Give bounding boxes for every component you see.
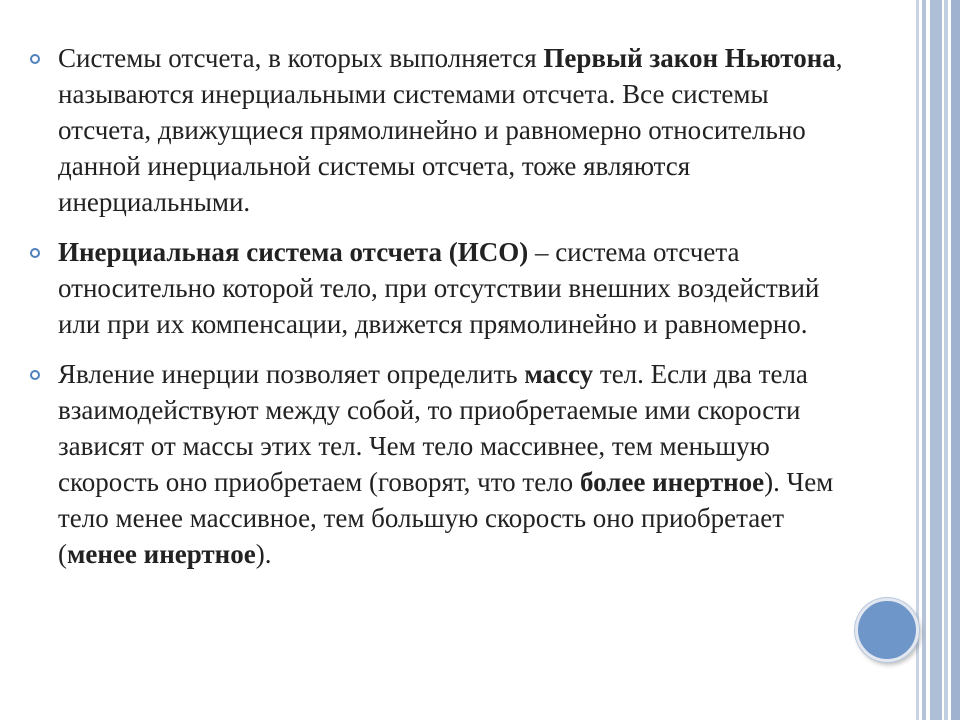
bullet-ring-icon (30, 248, 40, 258)
text-segment: ). Чем тело менее массивное, тем большую скорость оно приобретает ( (58, 467, 834, 569)
text-segment: Явление инерции позволяет определить (58, 359, 525, 389)
bold-text-segment: Инерциальная система отсчета (ИСО) (58, 237, 529, 267)
text-segment: ). (255, 539, 272, 569)
side-bar (951, 0, 960, 720)
bullet-item (30, 234, 860, 342)
text-segment: , называются инерциальными системами отсчета. Все системы отсчета, движущиеся прямолинейно и равномерно относительно данной инерциальной системы отсчета, тоже являются инерциальными. (58, 43, 843, 217)
bullet-ring-icon (30, 54, 40, 64)
bold-text-segment: более инертное (579, 467, 765, 497)
bold-text-segment: менее инертное (67, 539, 256, 569)
text-segment: тел. Если два тела взаимодействуют между собой, то приобретаемые ими скорости зависят от массы этих тел. Чем тело массивнее, тем меньшую скорость оно приобретаем (говорят, что тело (58, 359, 808, 497)
decorative-circle (855, 598, 919, 662)
bullet-ring-icon (30, 370, 40, 380)
text-segment: – система отсчета относительно которой тело, при отсутствии внешних воздействий или при их компенсации, движется прямолинейно и равномерно. (58, 237, 820, 339)
side-bar (930, 0, 942, 720)
side-bar (916, 0, 919, 720)
bold-text-segment: Первый закон Ньютона (543, 43, 836, 73)
side-bar (944, 0, 948, 720)
bold-text-segment: массу (524, 359, 594, 389)
bullet-item (30, 40, 860, 220)
text-segment: Системы отсчета, в которых выполняется (58, 43, 544, 73)
bullet-item (30, 356, 860, 572)
decorative-side-bars (916, 0, 960, 720)
bullet-list (30, 40, 860, 586)
side-bar (922, 0, 926, 720)
